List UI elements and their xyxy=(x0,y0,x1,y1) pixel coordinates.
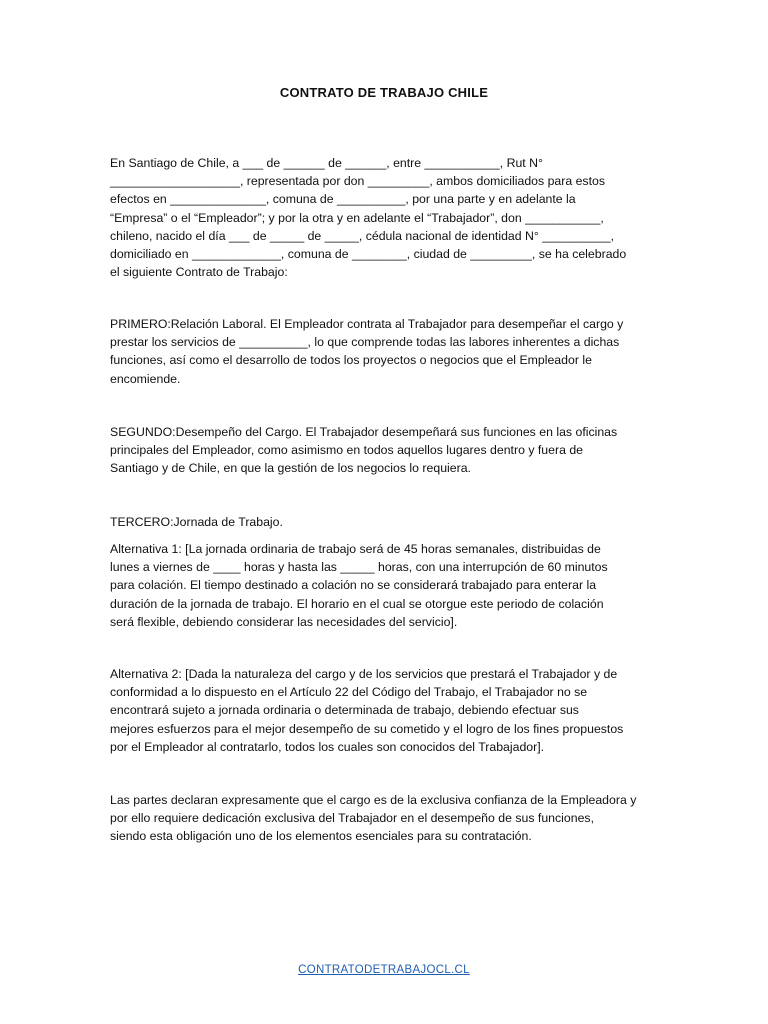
clause-primero xyxy=(110,315,655,388)
alternativa-2-paragraph xyxy=(110,665,655,756)
clause-line: PRIMERO:Relación Laboral. El Empleador contrata al Trabajador para desempeñar el cargo y xyxy=(110,317,624,331)
clause-line: mejores esfuerzos para el mejor desempeño de su cometido y el logro de los fines propuestos xyxy=(110,721,624,736)
clause-line: Las partes declaran expresamente que el cargo es de la exclusiva confianza de la Empleadora y xyxy=(110,793,637,807)
document-title: CONTRATO DE TRABAJO CHILE xyxy=(279,85,489,100)
clause-line: será flexible, debiendo considerar las necesidades del servicio]. xyxy=(110,614,458,629)
clause-line: encontrará sujeto a jornada ordinaria o determinada de trabajo, debiendo efectuar sus xyxy=(110,703,579,718)
intro-line: “Empresa” o el “Empleador”; y por la otra y en adelante el “Trabajador”, don ___________, xyxy=(110,210,604,225)
clause-line: Alternativa 1: [La jornada ordinaria de trabajo será de 45 horas semanales, distribuidas de xyxy=(110,542,601,556)
clause-line: duración de la jornada de trabajo. El horario en el cual se otorgue este periodo de colación xyxy=(110,596,604,611)
intro-line: domiciliado en _____________, comuna de ________, ciudad de _________, se ha celebrado xyxy=(110,247,627,262)
intro-line: el siguiente Contrato de Trabajo: xyxy=(110,265,288,280)
alternativa-1-paragraph xyxy=(110,540,655,631)
clause-line: funciones, así como el desarrollo de todos los proyectos o negocios que el Empleador le xyxy=(110,353,592,368)
intro-line: chileno, nacido el día ___ de _____ de _____, cédula nacional de identidad N° __________, xyxy=(110,228,615,243)
clause-line: Santiago y de Chile, en que la gestión de los negocios lo requiera. xyxy=(110,461,471,476)
intro-paragraph xyxy=(110,154,655,281)
intro-line: ___________________, representada por don _________, ambos domiciliados para estos xyxy=(110,174,605,189)
clause-segundo xyxy=(110,423,655,478)
clause-heading: TERCERO:Jornada de Trabajo. xyxy=(110,515,283,529)
confianza-paragraph xyxy=(110,791,655,846)
clause-tercero-heading xyxy=(110,513,655,531)
clause-line: para colación. El tiempo destinado a colación no se considerará trabajado para enterar la xyxy=(110,578,597,593)
clause-line: prestar los servicios de __________, lo que comprende todas las labores inherentes a dichas xyxy=(110,335,620,350)
clause-line: principales del Empleador, como asimismo en todos aquellos lugares dentro y fuera de xyxy=(110,443,584,458)
footer-website-link[interactable]: CONTRATODETRABAJOCL.CL xyxy=(298,964,470,976)
clause-line: por ello requiere dedicación exclusiva del Trabajador en el desempeño de sus funciones, xyxy=(110,811,594,826)
clause-line: Alternativa 2: [Dada la naturaleza del cargo y de los servicios que prestará el Trabajador y de xyxy=(110,667,618,681)
clause-line: conformidad a lo dispuesto en el Artículo 22 del Código del Trabajo, el Trabajador no se xyxy=(110,685,588,700)
clause-line: SEGUNDO:Desempeño del Cargo. El Trabajador desempeñará sus funciones en las oficinas xyxy=(110,425,618,439)
clause-line: por el Empleador al contratarlo, todos los cuales son conocidos del Trabajador]. xyxy=(110,739,545,754)
intro-line: efectos en ______________, comuna de __________, por una parte y en adelante la xyxy=(110,192,576,207)
clause-line: lunes a viernes de ____ horas y hasta las _____ horas, con una interrupción de 60 minutos xyxy=(110,560,608,575)
intro-line: En Santiago de Chile, a ___ de ______ de ______, entre ___________, Rut N° xyxy=(110,156,543,170)
clause-line: encomiende. xyxy=(110,371,181,386)
clause-line: siendo esta obligación uno de los elementos esenciales para su contratación. xyxy=(110,829,532,844)
